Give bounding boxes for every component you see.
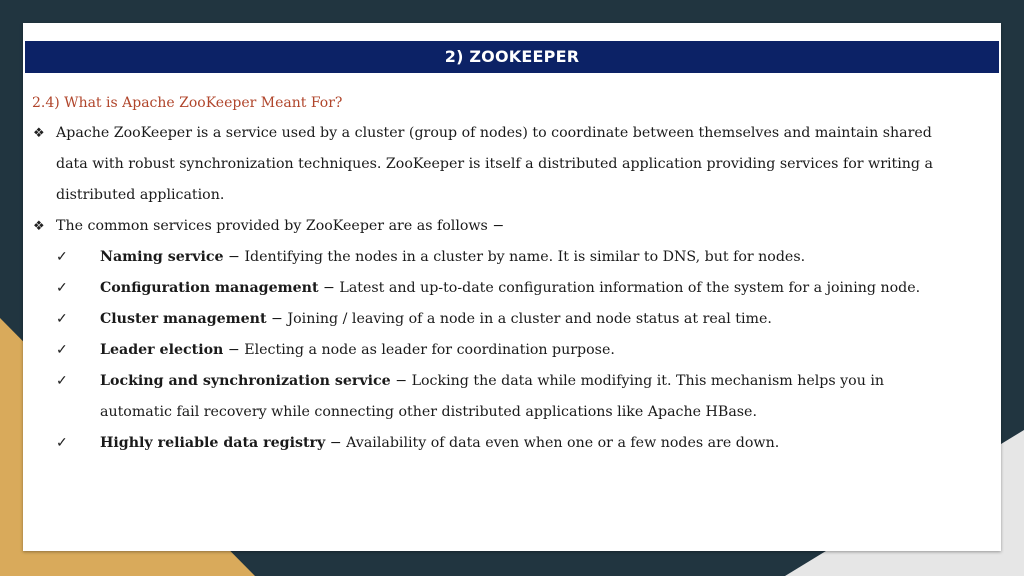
slide: [23, 23, 1001, 551]
service-name: Leader election: [100, 342, 224, 358]
diamond-bullet-icon: ❖: [33, 219, 45, 234]
bullet-item: [33, 211, 963, 242]
service-item-locking: [56, 366, 956, 428]
service-name: Highly reliable data registry: [100, 435, 326, 451]
bullet-item: [33, 118, 963, 211]
service-description: − Joining / leaving of a node in a cluster and node status at real time.: [266, 311, 772, 327]
service-description: − Locking the data while modifying it. This mechanism helps you in automatic fail recovery while connecting other distributed applications like Apache HBase.: [100, 373, 885, 420]
checkmark-icon: ✓: [56, 311, 68, 327]
service-description: − Availability of data even when one or a few nodes are down.: [325, 435, 780, 451]
checkmark-icon: ✓: [56, 435, 68, 451]
bullet-text: Apache ZooKeeper is a service used by a cluster (group of nodes) to coordinate between themselves and maintain shared data with robust synchronization techniques. ZooKeeper is itself a distributed application providing services for writing a distributed application.: [56, 125, 933, 203]
service-description: − Identifying the nodes in a cluster by name. It is similar to DNS, but for nodes.: [223, 249, 806, 265]
service-item-naming: [56, 242, 956, 273]
service-name: Naming service: [100, 249, 224, 265]
checkmark-icon: ✓: [56, 280, 68, 296]
checkmark-icon: ✓: [56, 342, 68, 358]
service-description: − Electing a node as leader for coordination purpose.: [223, 342, 615, 358]
service-item-registry: [56, 428, 956, 459]
service-item-leader: [56, 335, 956, 366]
diamond-bullet-icon: ❖: [33, 126, 45, 141]
service-name: Locking and synchronization service: [100, 373, 391, 389]
service-name: Cluster management: [100, 311, 267, 327]
service-item-cluster: [56, 304, 956, 335]
service-item-configuration: [56, 273, 956, 304]
service-name: Configuration management: [100, 280, 319, 296]
checkmark-icon: ✓: [56, 373, 68, 389]
bullet-text: The common services provided by ZooKeeper are as follows −: [56, 218, 505, 234]
checkmark-icon: ✓: [56, 249, 68, 265]
section-subtitle: 2.4) What is Apache ZooKeeper Meant For?: [32, 95, 343, 111]
service-description: − Latest and up-to-date configuration information of the system for a joining node.: [318, 280, 921, 296]
slide-title: 2) ZOOKEEPER: [25, 41, 999, 73]
